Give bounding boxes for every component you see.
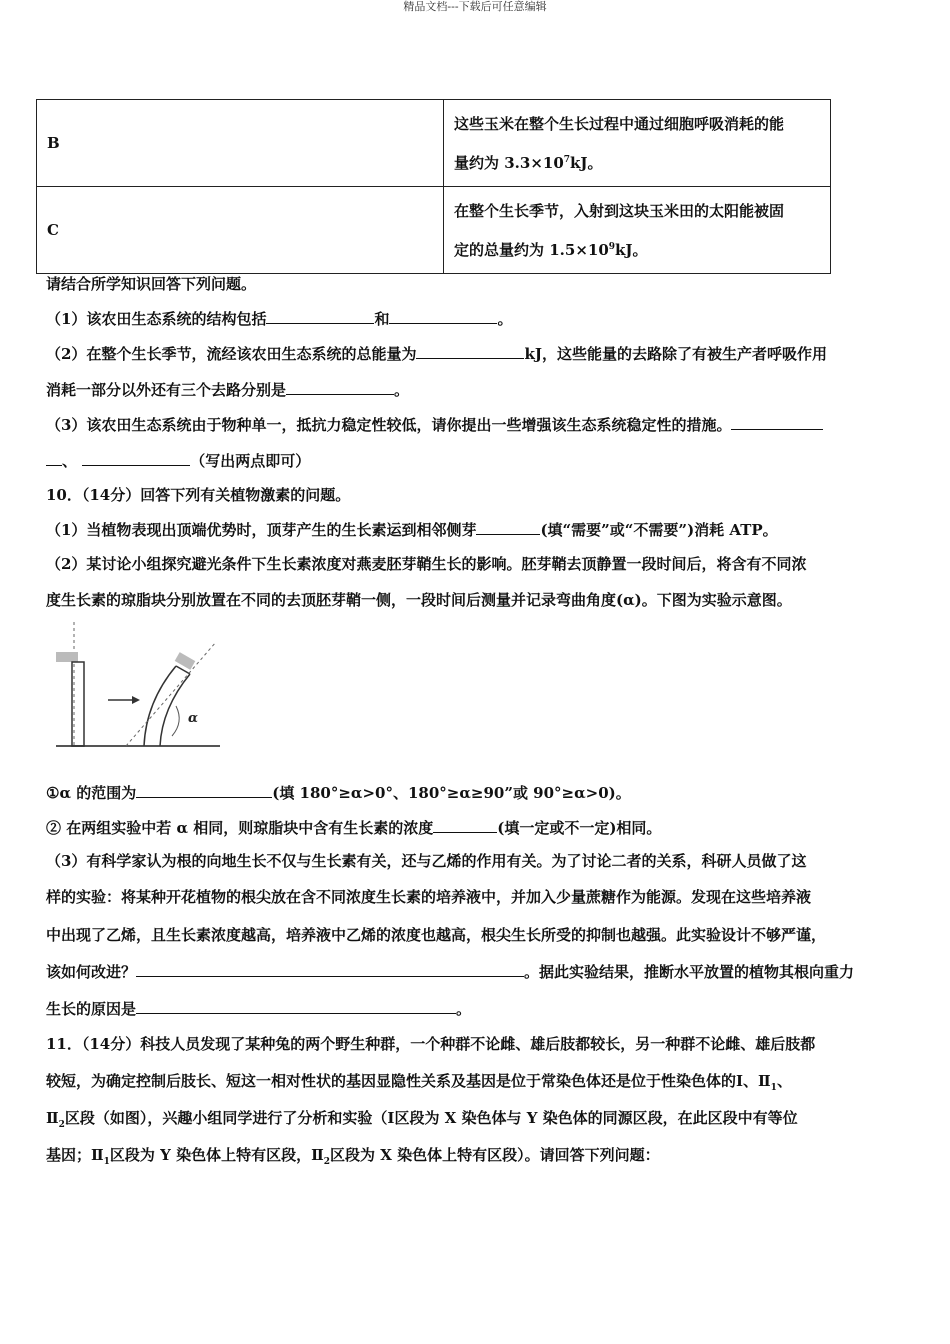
question-11-line bbox=[46, 1071, 792, 1098]
question-text: 和 bbox=[374, 310, 390, 328]
question-text: 该如何改进？ bbox=[46, 963, 137, 981]
row-label: C bbox=[37, 187, 444, 274]
question-text: ② 在两组实验中若 α 相同，则琼脂块中含有生长素的浓度 bbox=[46, 819, 434, 837]
row-text-line: 量约为 3.3×10 bbox=[454, 153, 564, 172]
question-text: 消耗一部分以外还有三个去路分别是 bbox=[46, 381, 287, 399]
answer-blank[interactable] bbox=[136, 782, 272, 798]
question-text: （1）该农田生态系统的结构包括 bbox=[46, 310, 267, 328]
question-text: 、 bbox=[62, 452, 78, 470]
agar-block-left bbox=[56, 652, 78, 662]
coleoptile-diagram bbox=[48, 618, 228, 752]
bent-coleoptile-right bbox=[160, 674, 190, 746]
question-text: （2）在整个生长季节，流经该农田生态系统的总能量为 bbox=[46, 345, 417, 363]
question-text: (填一定或不一定)相同。 bbox=[497, 819, 662, 837]
row-label: B bbox=[37, 100, 444, 187]
question-text: 区段（如图），兴趣小组同学进行了分析和实验（Ⅰ区段为 X 染色体与 Y 染色体的同源区段，在此区段中有等位 bbox=[64, 1109, 798, 1127]
answer-blank[interactable] bbox=[136, 961, 524, 977]
question-10-part2-line: 度生长素的琼脂块分别放置在不同的去顶胚芽鞘一侧，一段时间后测量并记录弯曲角度(α)。下图为实验示意图。 bbox=[46, 591, 792, 609]
answer-blank[interactable] bbox=[731, 414, 823, 430]
question-10-part3-line bbox=[46, 998, 471, 1019]
subscript: 1 bbox=[103, 1157, 110, 1167]
question-text: 、 bbox=[776, 1072, 792, 1090]
row-text-line: 这些玉米在整个生长过程中通过细胞呼吸消耗的能 bbox=[454, 114, 785, 133]
question-11-line: 11．（14分）科技人员发现了某种兔的两个野生种群，一个种群不论雌、雄后肢都较长，另一种群不论雌、雄后肢都 bbox=[46, 1035, 816, 1053]
page-header: 精品文档---下载后可任意编辑 bbox=[403, 0, 547, 13]
answer-blank[interactable] bbox=[266, 308, 374, 324]
question-text: (填 180°≥α>0°、180°≥α≥90”或 90°≥α>0)。 bbox=[272, 784, 631, 802]
row-text-line: kJ。 bbox=[570, 153, 603, 172]
angle-arc bbox=[172, 706, 179, 736]
question-11-line bbox=[46, 1145, 660, 1172]
question-text: （1）当植物表现出顶端优势时，顶芽产生的生长素运到相邻侧芽 bbox=[46, 521, 477, 539]
question-text: (填“需要”或“不需要”)消耗 ATP。 bbox=[540, 521, 778, 539]
data-table bbox=[36, 99, 831, 274]
question-3 bbox=[46, 414, 823, 435]
subquestion-2 bbox=[46, 817, 661, 838]
question-text: 生长的原因是 bbox=[46, 1000, 137, 1018]
answer-blank[interactable] bbox=[476, 519, 540, 535]
question-10-part2-line: （2）某讨论小组探究避光条件下生长素浓度对燕麦胚芽鞘生长的影响。胚芽鞘去顶静置一段时间后，将含有不同浓 bbox=[46, 555, 807, 573]
answer-blank[interactable] bbox=[82, 450, 190, 466]
answer-blank[interactable] bbox=[416, 343, 524, 359]
subscript: 1 bbox=[770, 1083, 777, 1093]
exponent: 9 bbox=[608, 241, 616, 252]
row-text bbox=[444, 187, 831, 274]
question-text: （写出两点即可） bbox=[190, 452, 311, 470]
question-1 bbox=[46, 308, 512, 329]
answer-blank[interactable] bbox=[286, 379, 394, 395]
question-text: 。据此实验结果，推断水平放置的植物其根向重力 bbox=[524, 963, 855, 981]
answer-blank[interactable] bbox=[433, 817, 497, 833]
subscript: 2 bbox=[323, 1157, 330, 1167]
question-text: ①α 的范围为 bbox=[46, 784, 137, 802]
question-10-title: 10．（14分）回答下列有关植物激素的问题。 bbox=[46, 486, 351, 504]
exponent: 7 bbox=[563, 154, 571, 165]
table-row bbox=[37, 187, 831, 274]
question-text: （3）该农田生态系统由于物种单一，抵抗力稳定性较低，请你提出一些增强该生态系统稳定性的措施。 bbox=[46, 416, 732, 434]
question-text: 。 bbox=[497, 310, 513, 328]
question-2 bbox=[46, 343, 827, 364]
row-text-line: 定的总量约为 1.5×10 bbox=[454, 240, 609, 259]
answer-blank[interactable] bbox=[46, 450, 62, 466]
question-10-part3-line: 中出现了乙烯，且生长素浓度越高，培养液中乙烯的浓度也越高，根尖生长所受的抑制也越强。此实验设计不够严谨， bbox=[46, 926, 827, 944]
alpha-label: α bbox=[188, 711, 199, 726]
row-text-line: kJ。 bbox=[615, 240, 648, 259]
question-text: 较短，为确定控制后肢长、短这一相对性状的基因显隐性关系及基因是位于常染色体还是位于性染色体的Ⅰ、Ⅱ bbox=[46, 1072, 771, 1090]
answer-blank[interactable] bbox=[389, 308, 497, 324]
arrow-head bbox=[132, 696, 140, 704]
subscript: 2 bbox=[58, 1120, 65, 1130]
question-10-part3-line: 样的实验：将某种开花植物的根尖放在含不同浓度生长素的培养液中，并加入少量蔗糖作为能源。发现在这些培养液 bbox=[46, 888, 812, 906]
straight-coleoptile bbox=[72, 662, 84, 746]
question-text: 区段为 Y 染色体上特有区段，Ⅱ bbox=[109, 1146, 324, 1164]
question-text: 。 bbox=[456, 1000, 472, 1018]
question-3-cont bbox=[46, 450, 310, 471]
question-text: Ⅱ bbox=[46, 1109, 59, 1127]
row-text-line: 在整个生长季节，入射到这块玉米田的太阳能被固 bbox=[454, 201, 785, 220]
answer-blank[interactable] bbox=[136, 998, 456, 1014]
question-text: 基因；Ⅱ bbox=[46, 1146, 104, 1164]
subquestion-1 bbox=[46, 782, 631, 803]
question-10-part1 bbox=[46, 519, 778, 540]
question-text: 区段为 X 染色体上特有区段）。请回答下列问题： bbox=[329, 1146, 660, 1164]
question-10-part3-line bbox=[46, 961, 854, 982]
bent-coleoptile-left bbox=[144, 666, 176, 746]
angle-reference-line bbox=[126, 642, 216, 746]
question-11-line bbox=[46, 1108, 798, 1135]
row-text bbox=[444, 100, 831, 187]
question-text: kJ，这些能量的去路除了有被生产者呼吸作用 bbox=[524, 345, 827, 363]
intro-text: 请结合所学知识回答下列问题。 bbox=[46, 275, 257, 293]
question-text: 。 bbox=[394, 381, 410, 399]
question-2-cont bbox=[46, 379, 409, 400]
table-row bbox=[37, 100, 831, 187]
question-10-part3-line: （3）有科学家认为根的向地生长不仅与生长素有关，还与乙烯的作用有关。为了讨论二者的关系，科研人员做了这 bbox=[46, 852, 807, 870]
